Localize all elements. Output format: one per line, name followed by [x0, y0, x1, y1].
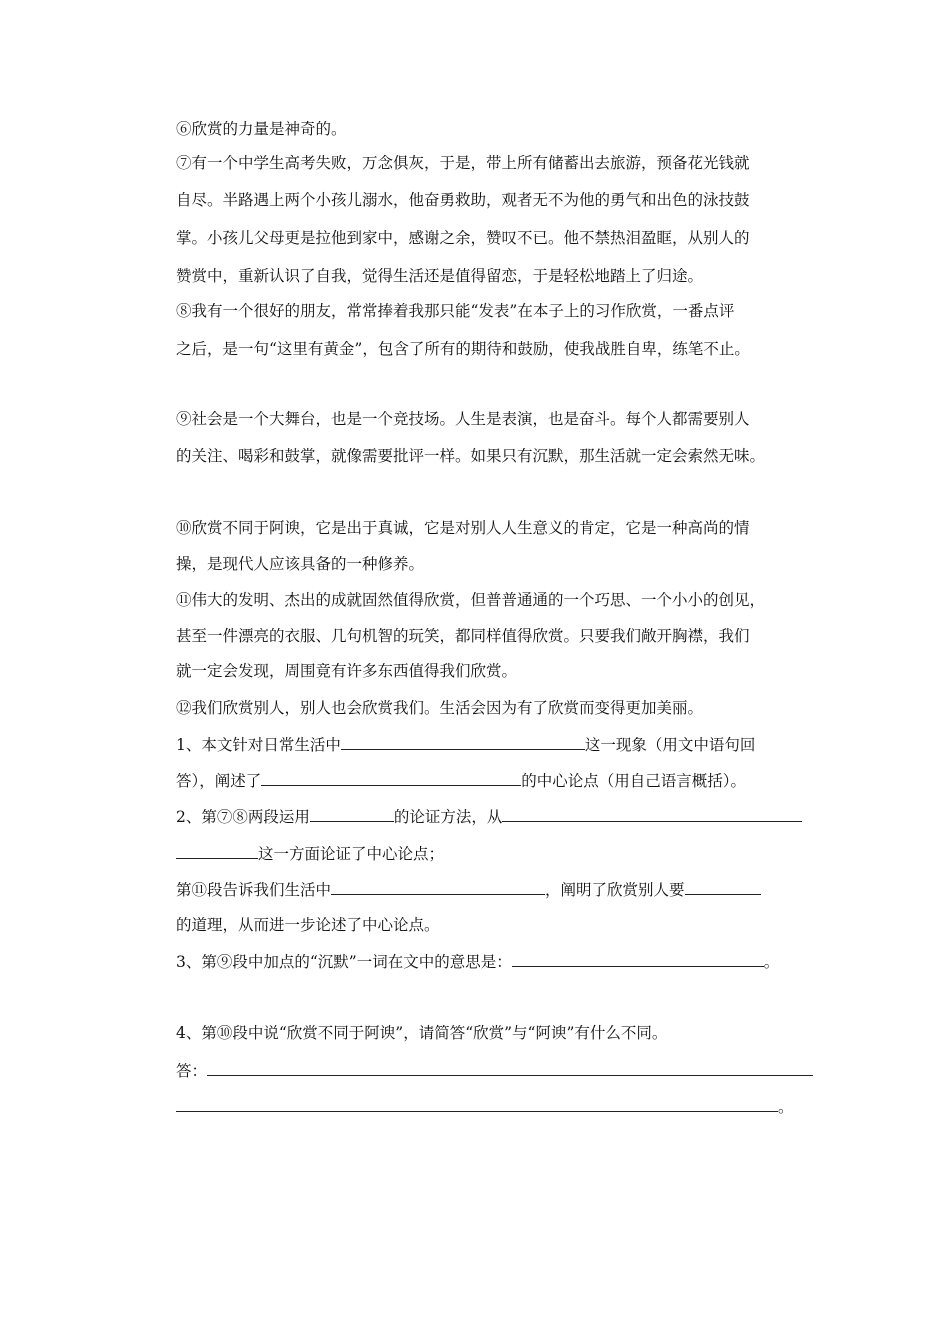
paragraph-11-line-1: ⑪伟大的发明、杰出的成就固然值得欣赏，但普普通通的一个巧思、一个小小的创见，: [176, 591, 766, 609]
q1-blank-thesis[interactable]: [261, 770, 521, 786]
question-1-line-2: [176, 770, 746, 791]
paragraph-7-line-4: 赞赏中，重新认识了自我，觉得生活还是值得留恋，于是轻松地踏上了归途。: [176, 267, 704, 285]
q2-text-b: 的论证方法，从: [393, 808, 503, 826]
paragraph-7-line-2: 自尽。半路遇上两个小孩儿溺水，他奋勇救助，观者无不为他的勇气和出色的泳技鼓: [176, 191, 750, 209]
question-4-answer-line-1: [176, 1060, 813, 1081]
q4-answer-blank-1[interactable]: [207, 1060, 813, 1076]
q1-text-b: 这一现象（用文中语句回: [584, 736, 756, 754]
paragraph-6: ⑥欣赏的力量是神奇的。: [176, 120, 347, 138]
question-2-line-3: [176, 879, 761, 900]
paragraph-12: ⑫我们欣赏别人，别人也会欣赏我们。生活会因为有了欣赏而变得更加美丽。: [176, 699, 704, 717]
q1-text-d: 的中心论点（用自己语言概括）。: [521, 772, 747, 790]
paragraph-10-line-1: ⑩欣赏不同于阿谀，它是出于真诚，它是对别人人生意义的肯定，它是一种高尚的情: [176, 519, 750, 537]
question-1-line-1: [176, 734, 755, 755]
q2-blank-aspect-2[interactable]: [176, 843, 258, 859]
paragraph-11-line-2: 甚至一件漂亮的衣服、几句机智的玩笑，都同样值得欣赏。只要我们敞开胸襟，我们: [176, 627, 750, 645]
q4-answer-blank-2[interactable]: [176, 1096, 778, 1112]
paragraph-11-line-3: 就一定会发现，周围竟有许多东西值得我们欣赏。: [176, 662, 518, 680]
q2-blank-aspect-1[interactable]: [502, 806, 802, 822]
question-4-line-1: 4、第⑩段中说“欣赏不同于阿谀”，请简答“欣赏”与“阿谀”有什么不同。: [176, 1024, 668, 1042]
question-3-line-1: [176, 951, 779, 972]
q2-blank-attitude[interactable]: [685, 879, 761, 895]
q4-answer-label: 答：: [176, 1062, 208, 1080]
q1-blank-phenomenon[interactable]: [341, 734, 585, 750]
paragraph-9-line-2: 的关注、喝彩和鼓掌，就像需要批评一样。如果只有沉默，那生活就一定会索然无味。: [176, 447, 766, 465]
paragraph-8-line-1: ⑧我有一个很好的朋友，常常捧着我那只能“发表”在本子上的习作欣赏，一番点评: [176, 302, 735, 320]
question-2-line-4: 的道理，从而进一步论述了中心论点。: [176, 916, 440, 934]
paragraph-7-line-1: ⑦有一个中学生高考失败，万念俱灰，于是，带上所有储蓄出去旅游，预备花光钱就: [176, 154, 750, 172]
paragraph-7-line-3: 掌。小孩儿父母更是拉他到家中，感谢之余，赞叹不已。他不禁热泪盈眶，从别人的: [176, 229, 750, 247]
q2-text-e: ，阐明了欣赏别人要: [545, 881, 685, 899]
q2-text-d: 第⑪段告诉我们生活中: [176, 881, 332, 899]
q2-blank-method[interactable]: [310, 806, 394, 822]
paragraph-10-line-2: 操，是现代人应该具备的一种修养。: [176, 555, 425, 573]
question-2-line-1: [176, 806, 802, 827]
q3-text-a: 3、第⑨段中加点的“沉默”一词在文中的意思是：: [176, 953, 512, 971]
q2-blank-life[interactable]: [331, 879, 545, 895]
q3-text-b: 。: [763, 953, 780, 971]
q2-text-a: 2、第⑦⑧两段运用: [176, 808, 310, 826]
question-4-answer-line-2: [176, 1096, 794, 1117]
q1-text-a: 1、本文针对日常生活中: [176, 736, 341, 754]
q2-text-c: 这一方面论证了中心论点；: [258, 845, 445, 863]
question-2-line-2: [176, 843, 444, 864]
paragraph-9-line-1: ⑨社会是一个大舞台，也是一个竞技场。人生是表演，也是奋斗。每个人都需要别人: [176, 410, 750, 428]
q4-end-mark: 。: [778, 1098, 794, 1116]
q1-text-c: 答），阐述了: [176, 772, 262, 790]
q3-blank-meaning[interactable]: [512, 951, 764, 967]
paragraph-8-line-2: 之后，是一句“这里有黄金”，包含了所有的期待和鼓励，使我战胜自卑，练笔不止。: [176, 340, 750, 358]
